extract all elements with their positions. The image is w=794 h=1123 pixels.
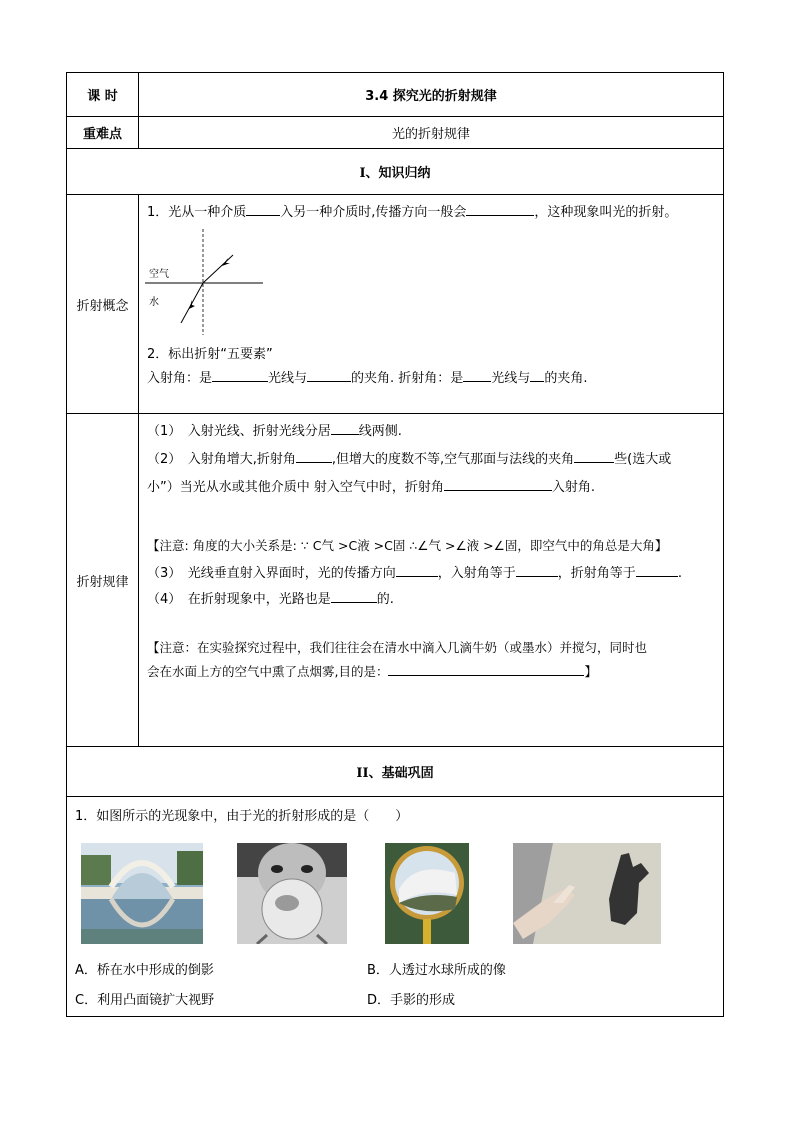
key-point-label: 重难点 xyxy=(67,117,139,149)
blank[interactable] xyxy=(444,476,552,491)
concept-line3: 入射角：是 光线与 的夹角. 折射角：是 光线与 的夹角. xyxy=(147,367,717,391)
option-d[interactable]: D．手影的形成 xyxy=(367,993,456,1008)
rule-1: （1） 入射光线、折射光线分居 线两侧. xyxy=(147,420,717,444)
refraction-diagram xyxy=(145,227,275,339)
options-row-2 xyxy=(75,986,715,1016)
blank[interactable] xyxy=(516,562,558,577)
option-a[interactable]: A．桥在水中形成的倒影 xyxy=(75,963,214,978)
convex-mirror-image xyxy=(385,843,469,944)
concept-cell xyxy=(139,195,724,414)
lesson-table xyxy=(66,72,724,1017)
concept-line2: 2．标出折射“五要素” xyxy=(147,347,273,362)
blank[interactable] xyxy=(636,562,678,577)
rules-cell xyxy=(139,414,724,747)
question-cell xyxy=(67,797,724,1017)
water-ball-image xyxy=(237,843,347,944)
blank[interactable] xyxy=(396,562,438,577)
blank[interactable] xyxy=(530,367,544,382)
key-point-value: 光的折射规律 xyxy=(139,117,724,149)
angle-note: 【注意: 角度的大小关系是: ∵ C气 >C液 >C固 ∴∠气 >∠液 >∠固，即空气中的角总是大角】 xyxy=(147,538,668,553)
water-label: 水 xyxy=(149,297,159,308)
air-label: 空气 xyxy=(149,269,169,280)
section-consolidation-title: II、基础巩固 xyxy=(67,747,724,797)
rule-2-cont: 小”）当光从水或其他介质中 射入空气中时，折射角 入射角. xyxy=(147,476,717,500)
blank[interactable] xyxy=(331,588,377,603)
blank[interactable] xyxy=(307,367,351,382)
period-label: 课 时 xyxy=(67,73,139,117)
blank[interactable] xyxy=(246,201,280,216)
blank[interactable] xyxy=(331,420,359,435)
blank[interactable] xyxy=(463,367,491,382)
concept-line1: 1．光从一种介质 入另一种介质时,传播方向一般会 ，这种现象叫光的折射。 xyxy=(147,201,717,225)
rule-4: （4） 在折射现象中，光路也是 的. xyxy=(147,588,717,612)
blank[interactable] xyxy=(296,448,332,463)
option-b[interactable]: B．人透过水球所成的像 xyxy=(367,963,506,978)
lesson-title: 3.4 探究光的折射规律 xyxy=(139,73,724,117)
bridge-reflection-image xyxy=(81,843,203,944)
hand-shadow-image xyxy=(513,843,661,944)
blank[interactable] xyxy=(212,367,268,382)
section-knowledge-title: I、知识归纳 xyxy=(67,149,724,195)
experiment-note: 【注意：在实验探究过程中，我们往往会在清水中滴入几滴牛奶（或墨水）并搅匀，同时也 会在水面上方的空气中熏了点烟雾,目的是： 】 xyxy=(147,640,648,679)
rules-label: 折射规律 xyxy=(67,414,139,747)
options-row-1 xyxy=(75,956,715,986)
option-c[interactable]: C．利用凸面镜扩大视野 xyxy=(75,993,215,1008)
question-stem: 1．如图所示的光现象中，由于光的折射形成的是（ ） xyxy=(75,809,409,824)
incident-ray xyxy=(203,255,233,283)
concept-label: 折射概念 xyxy=(67,195,139,414)
rule-3: （3） 光线垂直射入界面时，光的传播方向 ，入射角等于 ，折射角等于 . xyxy=(147,562,717,586)
refracted-arrow-icon xyxy=(189,300,195,309)
option-images xyxy=(75,843,715,944)
blank[interactable] xyxy=(466,201,534,216)
blank[interactable] xyxy=(574,448,614,463)
blank[interactable] xyxy=(388,661,584,676)
rule-2: （2） 入射角增大,折射角 ,但增大的度数不等,空气那面与法线的夹角 些(选大或 xyxy=(147,448,717,472)
